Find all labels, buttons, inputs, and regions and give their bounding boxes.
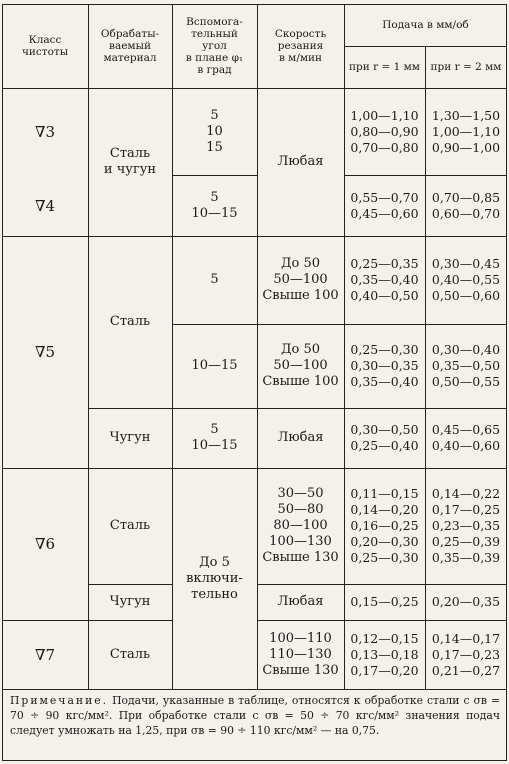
header-angle: Вспомога- тельный угол в плане φ₁ в град [185,16,244,76]
speed-any-34: Любая [277,154,324,169]
feed-r1-c5c: 0,30—0,50 0,25—0,40 [350,422,419,453]
feed-r1-c5a: 0,25—0,35 0,35—0,40 0,40—0,50 [350,256,419,303]
header-speed: Скорость резания в м/мин [274,28,327,64]
feed-r1-c6b: 0,15—0,25 [350,594,419,609]
angle-c67: До 5 включи- тельно [186,554,243,602]
angle-c5b: 10—15 [191,358,238,373]
note-text: Подачи, указанные в таблице, относятся к обработке стали с σв = 70 ÷ 90 кгс/мм². При обработке стали с σв = 50 ÷ 70 кгс/мм² значения подач следует умножать на 1,25, при σв = 90 ÷ 110 кгс/мм² — на 0,75. [10,694,500,737]
material-steel-6: Сталь [109,518,151,533]
class-3: ∇3 [34,122,56,141]
material-steel-iron: Сталь и чугун [103,146,157,177]
feed-r2-c5c: 0,45—0,65 0,40—0,60 [431,422,501,453]
feed-r2-c6a: 0,14—0,22 0,17—0,25 0,23—0,35 0,25—0,39 0,35—0,39 [431,486,501,565]
feed-r2-c4: 0,70—0,85 0,60—0,70 [431,189,501,221]
feed-r2-c5a: 0,30—0,45 0,40—0,55 0,50—0,60 [431,256,501,303]
angle-c5a: 5 [210,272,219,287]
class-5: ∇5 [34,343,56,361]
class-4: ∇4 [34,196,56,215]
feed-r1-c5b: 0,25—0,30 0,30—0,35 0,35—0,40 [350,342,419,389]
angle-c4: 5 10—15 [191,189,238,221]
feed-r1-c4: 0,55—0,70 0,45—0,60 [350,189,419,221]
speed-c5c: Любая [277,430,324,445]
header-class: Класс чистоты [21,34,69,58]
angle-c5c: 5 10—15 [191,422,238,453]
feed-r2-c7: 0,14—0,17 0,17—0,23 0,21—0,27 [431,630,501,678]
speed-c6a: 30—50 50—80 80—100 100—130 Свыше 130 [262,486,339,565]
class-6: ∇6 [34,535,56,553]
material-steel-7: Сталь [109,646,151,662]
angle-c3: 5 10 15 [206,107,223,155]
material-iron-6: Чугун [109,594,151,609]
speed-c5b: До 50 50—100 Свыше 100 [262,342,339,389]
feed-r1-c6a: 0,11—0,15 0,14—0,20 0,16—0,25 0,20—0,30 0,25—0,30 [350,486,419,565]
material-steel-5: Сталь [109,314,151,329]
header-material: Обрабаты- ваемый материал [100,28,160,64]
feed-r2-c5b: 0,30—0,40 0,35—0,50 0,50—0,55 [431,342,501,389]
header-r2: при r = 2 мм [430,61,502,73]
speed-c6b: Любая [277,594,324,609]
header-feed: Подача в мм/об [382,19,469,31]
feed-r2-c6b: 0,20—0,35 [431,594,501,609]
material-iron-5: Чугун [109,430,151,445]
feed-r1-c7: 0,12—0,15 0,13—0,18 0,17—0,20 [350,630,419,678]
note-label: Примечание. [10,694,109,707]
header-r1: при r = 1 мм [349,61,420,73]
speed-c7: 100—110 110—130 Свыше 130 [262,630,339,678]
feed-r1-c3: 1,00—1,10 0,80—0,90 0,70—0,80 [350,107,419,155]
feed-r2-c3: 1,30—1,50 1,00—1,10 0,90—1,00 [431,107,501,155]
speed-c5a: До 50 50—100 Свыше 100 [262,256,339,303]
rule [2,689,507,690]
table-note [10,693,500,738]
class-7: ∇7 [34,645,56,664]
